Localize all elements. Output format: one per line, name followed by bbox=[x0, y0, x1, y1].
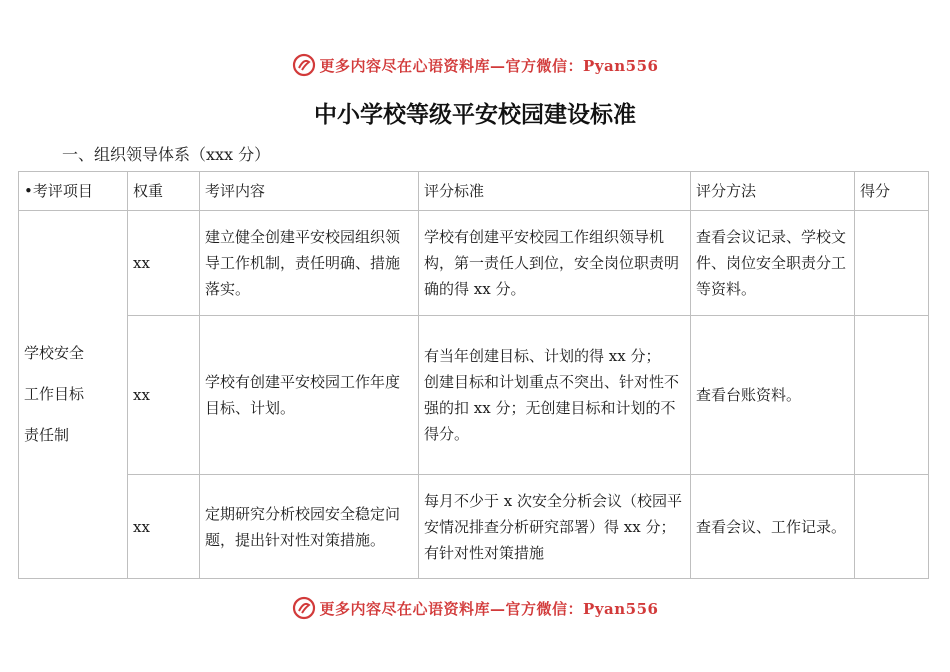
method-cell: 查看会议、工作记录。 bbox=[691, 475, 855, 579]
score-cell bbox=[855, 316, 929, 475]
watermark-top bbox=[0, 52, 950, 78]
standards-table bbox=[18, 171, 929, 579]
score-cell bbox=[855, 475, 929, 579]
watermark-text: 更多内容尽在心语资料库—官方微信：Pyan556 bbox=[319, 599, 659, 618]
header-cell-content: 考评内容 bbox=[200, 172, 419, 211]
table-row bbox=[19, 211, 929, 316]
table-row bbox=[19, 475, 929, 579]
weight-cell: xx bbox=[128, 475, 200, 579]
standard-cell: 学校有创建平安校园工作组织领导机构，第一责任人到位，安全岗位职责明确的得 xx 分。 bbox=[419, 211, 691, 316]
watermark-text: 更多内容尽在心语资料库—官方微信：Pyan556 bbox=[319, 56, 659, 75]
header-cell-score: 得分 bbox=[855, 172, 929, 211]
brush-seal-icon bbox=[292, 53, 316, 77]
standard-line: 创建目标和计划重点不突出、针对性不强的扣 xx 分；无创建目标和计划的不得分。 bbox=[424, 373, 680, 443]
table-header-row bbox=[19, 172, 929, 211]
content-cell: 学校有创建平安校园工作年度目标、计划。 bbox=[200, 316, 419, 475]
standard-cell bbox=[419, 316, 691, 475]
method-cell: 查看台账资料。 bbox=[691, 316, 855, 475]
header-cell-standard: 评分标准 bbox=[419, 172, 691, 211]
brush-seal-icon bbox=[292, 596, 316, 620]
header-cell-method: 评分方法 bbox=[691, 172, 855, 211]
table-row bbox=[19, 316, 929, 475]
method-cell: 查看会议记录、学校文件、岗位安全职责分工等资料。 bbox=[691, 211, 855, 316]
score-cell bbox=[855, 211, 929, 316]
watermark-bottom bbox=[0, 595, 950, 621]
category-cell: 学校安全 工作目标 责任制 bbox=[19, 211, 128, 579]
section-heading: 一、组织领导体系（xxx 分） bbox=[62, 145, 271, 164]
content-cell: 定期研究分析校园安全稳定问题，提出针对性对策措施。 bbox=[200, 475, 419, 579]
document-title: 中小学校等级平安校园建设标准 bbox=[314, 102, 636, 128]
weight-cell: xx bbox=[128, 316, 200, 475]
weight-cell: xx bbox=[128, 211, 200, 316]
standard-line: 有当年创建目标、计划的得 xx 分； bbox=[424, 347, 661, 365]
header-cell-weight: 权重 bbox=[128, 172, 200, 211]
header-cell-item: •考评项目 bbox=[19, 172, 128, 211]
content-cell: 建立健全创建平安校园组织领导工作机制，责任明确、措施落实。 bbox=[200, 211, 419, 316]
standard-cell: 每月不少于 x 次安全分析会议（校园平安情况排查分析研究部署）得 xx 分；有针对性对策措施 bbox=[419, 475, 691, 579]
